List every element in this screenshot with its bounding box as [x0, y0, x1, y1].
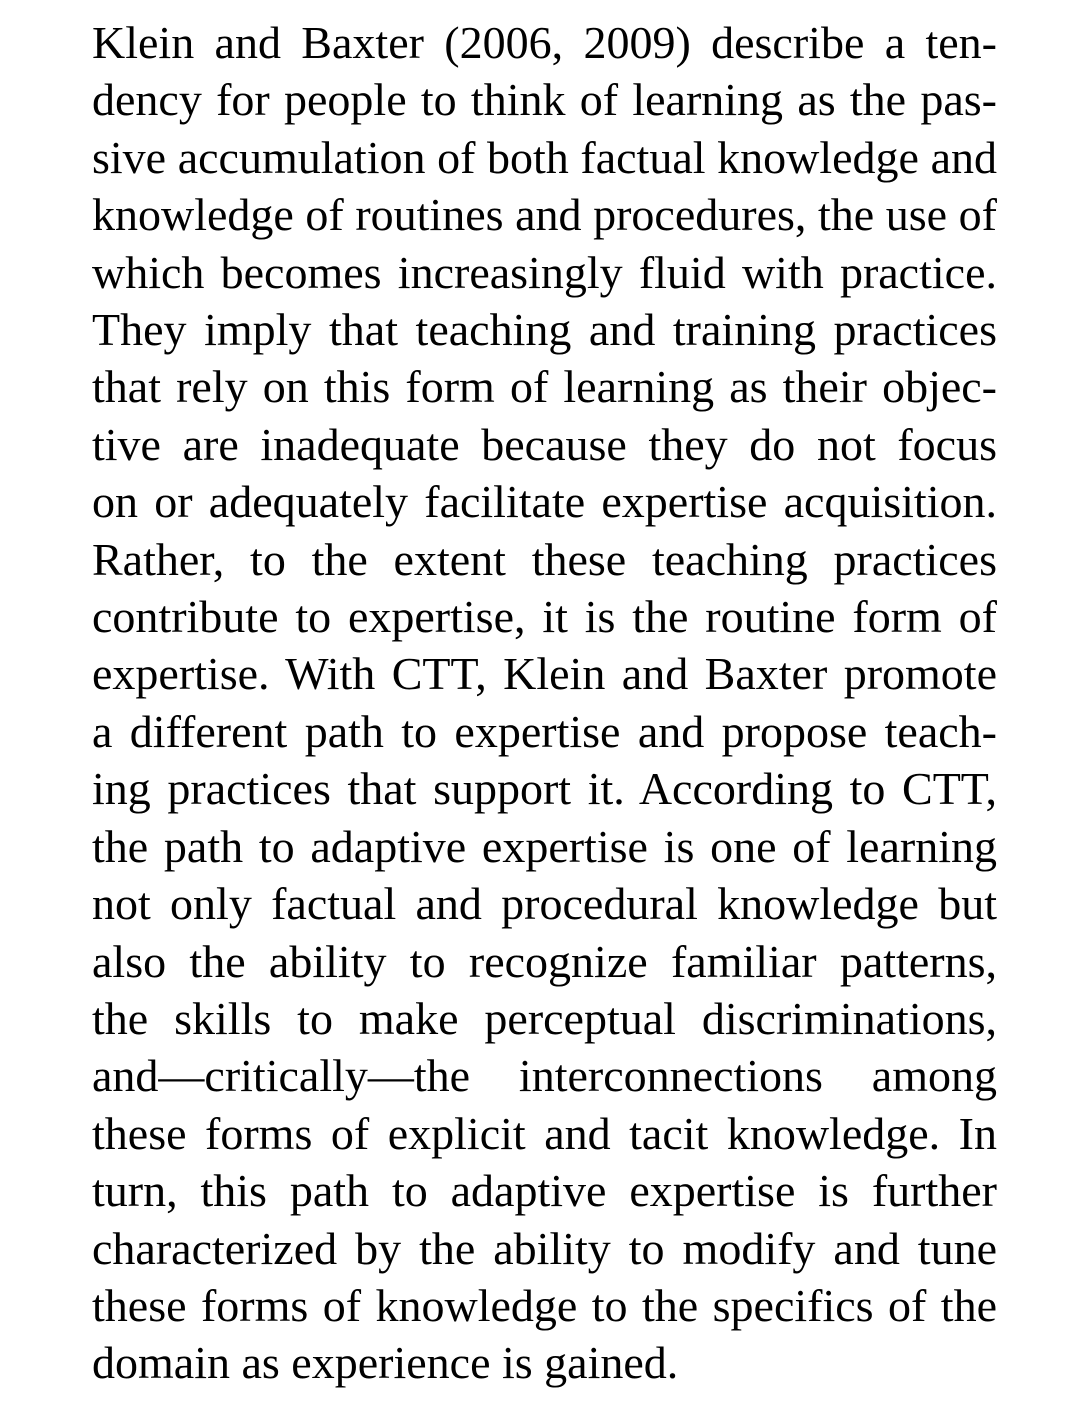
- paragraph-line: dency for people to think of learning as the pas-: [92, 74, 997, 126]
- body-paragraph: [36, 14, 997, 1392]
- paragraph-line: these forms of knowledge to the specifics of the: [92, 1279, 997, 1331]
- paragraph-line: also the ability to recognize familiar patterns,: [92, 935, 997, 987]
- paragraph-line: domain as experience is gained.: [92, 1337, 679, 1389]
- paragraph-line: tive are inadequate because they do not focus: [92, 418, 997, 470]
- paragraph-line: the path to adaptive expertise is one of learning: [92, 820, 997, 872]
- paragraph-line: They imply that teaching and training practices: [92, 304, 997, 356]
- paragraph-line: contribute to expertise, it is the routine form of: [92, 591, 997, 643]
- paragraph-line: ing practices that support it. According to CTT,: [92, 763, 997, 815]
- paragraph-line: expertise. With CTT, Klein and Baxter promote: [92, 648, 997, 700]
- paragraph-line: sive accumulation of both factual knowledge and: [92, 131, 997, 183]
- document-page: [36, 14, 997, 1392]
- paragraph-line: Rather, to the extent these teaching practices: [92, 533, 997, 585]
- paragraph-line: a different path to expertise and propose teach-: [92, 705, 997, 757]
- paragraph-line: that rely on this form of learning as their objec-: [92, 361, 997, 413]
- paragraph-line: and—critically—the interconnections among: [92, 1050, 997, 1102]
- paragraph-line: characterized by the ability to modify and tune: [92, 1222, 997, 1274]
- paragraph-line: turn, this path to adaptive expertise is further: [92, 1165, 997, 1217]
- paragraph-line: on or adequately facilitate expertise acquisition.: [92, 476, 997, 528]
- paragraph-line: these forms of explicit and tacit knowledge. In: [92, 1107, 997, 1159]
- paragraph-line: the skills to make perceptual discriminations,: [92, 992, 997, 1044]
- paragraph-line: knowledge of routines and procedures, the use of: [92, 189, 997, 241]
- paragraph-line: which becomes increasingly fluid with practice.: [92, 246, 997, 298]
- paragraph-line: not only factual and procedural knowledge but: [92, 878, 997, 930]
- paragraph-line: Klein and Baxter (2006, 2009) describe a ten-: [92, 17, 997, 68]
